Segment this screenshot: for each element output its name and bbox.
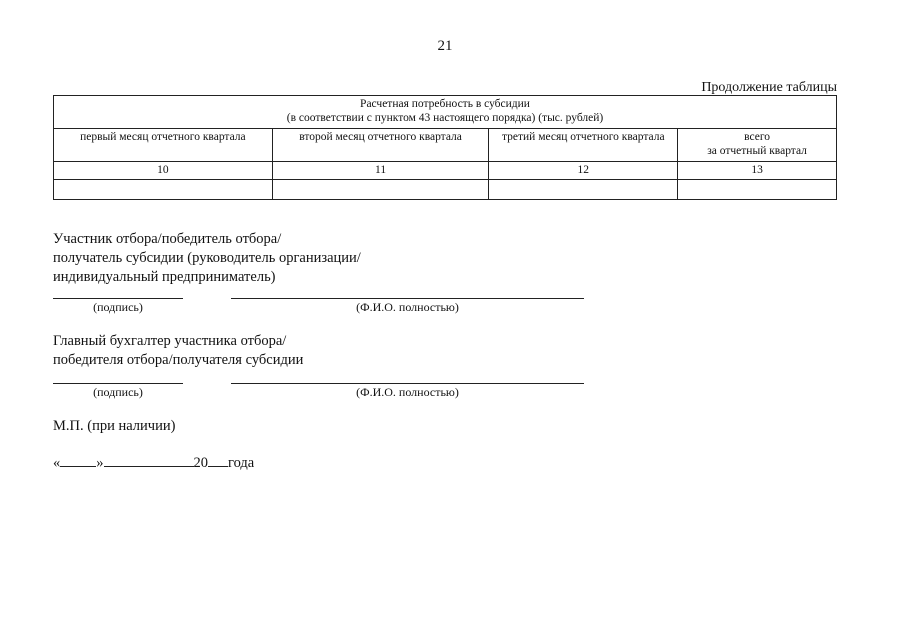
date-year-word: года xyxy=(228,455,255,471)
participant-signature-line[interactable] xyxy=(53,298,183,299)
stamp-label: М.П. (при наличии) xyxy=(53,418,176,434)
participant-title-line1: Участник отбора/победитель отбора/ xyxy=(53,231,282,247)
participant-signature-caption: (подпись) xyxy=(93,300,143,314)
accountant-signature-caption: (подпись) xyxy=(93,385,143,399)
accountant-title-line2: победителя отбора/получателя субсидии xyxy=(53,352,304,368)
column-number-10: 10 xyxy=(54,162,273,180)
subsidy-requirement-table xyxy=(53,95,837,200)
table-header-title: Расчетная потребность в субсидии xyxy=(360,98,530,110)
participant-title-line3: индивидуальный предприниматель) xyxy=(53,269,276,285)
participant-title xyxy=(53,230,361,287)
participant-name-caption: (Ф.И.О. полностью) xyxy=(356,300,459,314)
accountant-signature-line[interactable] xyxy=(53,383,183,384)
accountant-name-caption: (Ф.И.О. полностью) xyxy=(356,385,459,399)
table-continuation-label: Продолжение таблицы xyxy=(701,80,837,95)
table-header-subtitle: (в соответствии с пунктом 43 настоящего порядка) (тыс. рублей) xyxy=(286,112,604,124)
date-line xyxy=(53,453,254,472)
column-number-11: 11 xyxy=(272,162,489,180)
column-header-total-line1: всего xyxy=(744,131,771,143)
date-year-blank[interactable] xyxy=(208,453,228,467)
date-month-blank[interactable] xyxy=(104,453,194,467)
date-close-quote: » xyxy=(96,455,104,471)
table-cell-total[interactable] xyxy=(678,180,837,200)
date-day-blank[interactable] xyxy=(60,453,96,467)
table-cell-month-2[interactable] xyxy=(272,180,489,200)
page-number: 21 xyxy=(437,38,453,54)
table-cell-month-1[interactable] xyxy=(54,180,273,200)
table-cell-month-3[interactable] xyxy=(489,180,678,200)
accountant-name-line[interactable] xyxy=(231,383,584,384)
date-year-prefix: 20 xyxy=(193,455,208,471)
accountant-title xyxy=(53,332,303,370)
accountant-title-line1: Главный бухгалтер участника отбора/ xyxy=(53,333,287,349)
participant-title-line2: получатель субсидии (руководитель организации/ xyxy=(53,250,361,266)
column-header-month-3: третий месяц отчетного квартала xyxy=(489,129,678,162)
column-header-total-line2: за отчетный квартал xyxy=(707,145,807,157)
date-open-quote: « xyxy=(53,455,61,471)
column-header-month-1: первый месяц отчетного квартала xyxy=(54,129,273,162)
participant-name-line[interactable] xyxy=(231,298,584,299)
column-number-12: 12 xyxy=(489,162,678,180)
column-header-total xyxy=(678,129,837,162)
column-number-13: 13 xyxy=(678,162,837,180)
column-header-month-2: второй месяц отчетного квартала xyxy=(272,129,489,162)
table-header-main xyxy=(54,96,837,129)
